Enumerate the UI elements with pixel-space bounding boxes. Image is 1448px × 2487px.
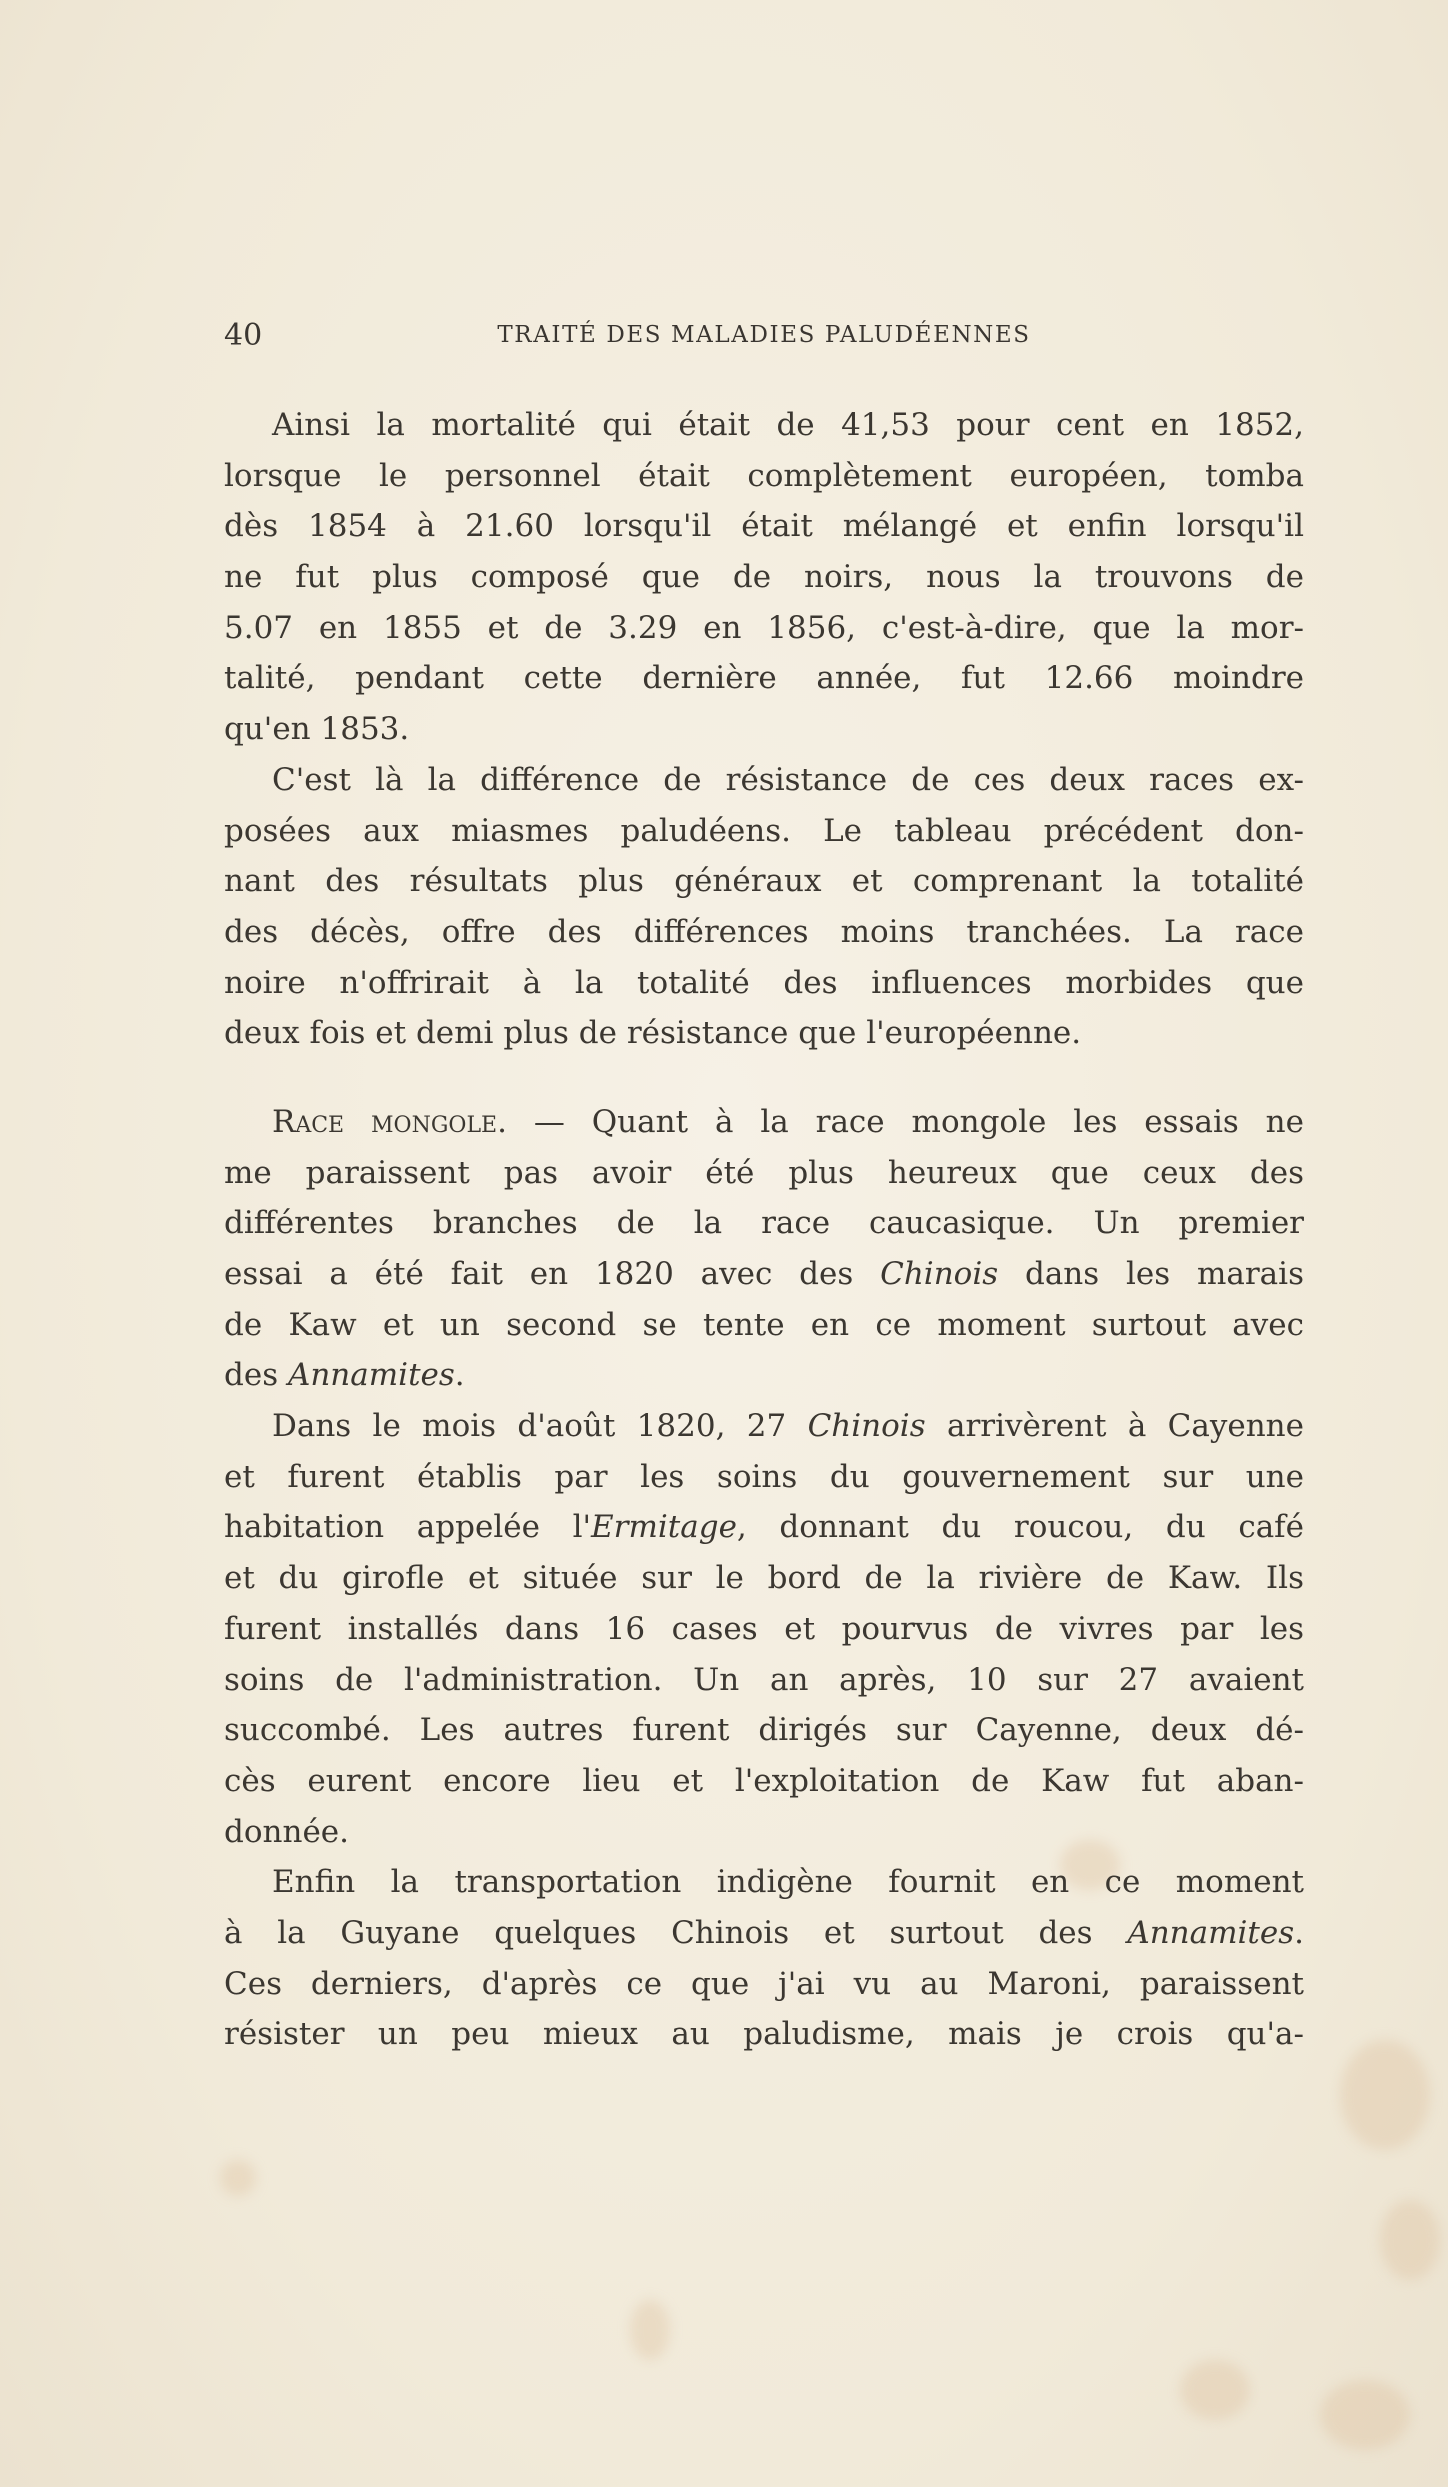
- text-segment: .: [1294, 1914, 1304, 1951]
- text-segment: arrivèrent à Cayenne: [925, 1408, 1304, 1445]
- text-line: résister un peu mieux au paludisme, mais je crois qu'a-: [224, 2016, 1304, 2053]
- text-line: lorsque le personnel était complètement européen, tomba: [224, 457, 1304, 494]
- paper-stain: [1180, 2360, 1250, 2420]
- text-line: noire n'offrirait à la totalité des influences morbides que: [224, 964, 1304, 1001]
- text-segment: , donnant du roucou, du café: [736, 1509, 1304, 1546]
- text-segment: essai a été fait en 1820 avec des: [224, 1256, 881, 1292]
- text-line: [224, 1502, 1304, 1553]
- text-line: [224, 1401, 1304, 1452]
- text-line: me paraissent pas avoir été plus heureux que ceux des: [224, 1154, 1304, 1191]
- text-segment: habitation appelée l': [224, 1509, 592, 1546]
- text-line: donnée.: [224, 1813, 349, 1850]
- paper-stain: [1320, 2380, 1410, 2450]
- paper-stain: [1380, 2200, 1440, 2280]
- text-segment: dans les marais: [998, 1256, 1304, 1292]
- italic-term: Chinois: [880, 1256, 999, 1292]
- page-header: [224, 318, 1304, 358]
- text-line: de Kaw et un second se tente en ce moment surtout avec: [224, 1306, 1304, 1343]
- text-segment: des: [224, 1357, 288, 1394]
- section-heading: Race mongole.: [272, 1103, 507, 1140]
- text-line: Ces derniers, d'après ce que j'ai vu au Maroni, paraissent: [224, 1965, 1304, 2002]
- text-line: [224, 1350, 1304, 1401]
- text-line: cès eurent encore lieu et l'exploitation de Kaw fut aban-: [224, 1762, 1304, 1799]
- text-segment: .: [454, 1357, 465, 1394]
- text-segment: — Quant à la race mongole les essais ne: [506, 1103, 1304, 1140]
- italic-term: Annamites: [1127, 1914, 1295, 1951]
- text-line: qu'en 1853.: [224, 711, 410, 748]
- text-line: ne fut plus composé que de noirs, nous la trouvons de: [224, 559, 1304, 596]
- text-line: succombé. Les autres furent dirigés sur Cayenne, deux dé-: [224, 1712, 1304, 1749]
- italic-term: Annamites: [287, 1357, 455, 1394]
- text-line: différentes branches de la race caucasique. Un premier: [224, 1205, 1304, 1242]
- paper-stain: [630, 2300, 670, 2360]
- text-line: Ainsi la mortalité qui était de 41,53 pour cent en 1852,: [272, 407, 1304, 443]
- running-title: TRAITÉ DES MALADIES PALUDÉENNES: [497, 322, 1031, 348]
- paper-stain: [220, 2160, 256, 2196]
- text-segment: à la Guyane quelques Chinois et surtout des: [224, 1914, 1128, 1951]
- text-line: et du girofle et située sur le bord de la rivière de Kaw. Ils: [224, 1560, 1304, 1597]
- text-line: soins de l'administration. Un an après, 10 sur 27 avaient: [224, 1661, 1304, 1698]
- italic-term: Ermitage: [591, 1509, 737, 1546]
- text-line: posées aux miasmes paludéens. Le tableau précédent don-: [224, 812, 1304, 849]
- body-text: [224, 400, 1304, 2060]
- italic-term: Chinois: [807, 1408, 926, 1445]
- text-line: Enfin la transportation indigène fournit en ce moment: [272, 1864, 1304, 1901]
- text-line: deux fois et demi plus de résistance que l'européenne.: [224, 1015, 1082, 1052]
- paper-stain: [1340, 2040, 1430, 2150]
- text-line: C'est là la différence de résistance de ces deux races ex-: [272, 761, 1304, 798]
- text-line: et furent établis par les soins du gouvernement sur une: [224, 1458, 1304, 1495]
- text-line: [224, 1249, 1304, 1300]
- text-line: [224, 1097, 1304, 1148]
- text-line: dès 1854 à 21.60 lorsqu'il était mélangé et enfin lorsqu'il: [224, 508, 1304, 545]
- text-line: furent installés dans 16 cases et pourvus de vivres par les: [224, 1610, 1304, 1647]
- text-line: 5.07 en 1855 et de 3.29 en 1856, c'est-à-dire, que la mor-: [224, 609, 1304, 646]
- text-line: nant des résultats plus généraux et comprenant la totalité: [224, 863, 1304, 900]
- text-line: talité, pendant cette dernière année, fut 12.66 moindre: [224, 660, 1304, 697]
- page-number: 40: [224, 318, 263, 353]
- section-gap: [224, 1059, 1304, 1097]
- text-line: [224, 1908, 1304, 1959]
- text-line: des décès, offre des différences moins tranchées. La race: [224, 913, 1304, 950]
- text-segment: Dans le mois d'août 1820, 27: [272, 1408, 808, 1445]
